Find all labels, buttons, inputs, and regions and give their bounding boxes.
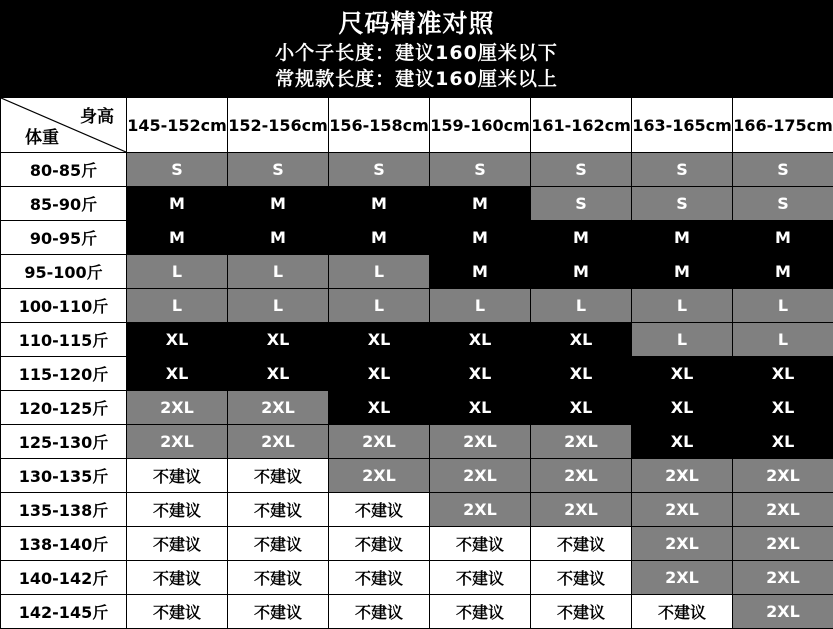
- size-cell: 不建议: [127, 527, 228, 561]
- weight-row-header: 100-110斤: [1, 289, 127, 323]
- table-row: [1, 527, 833, 561]
- size-cell: 2XL: [329, 425, 430, 459]
- size-cell: L: [228, 289, 329, 323]
- size-cell: L: [329, 289, 430, 323]
- size-cell: L: [632, 323, 733, 357]
- size-cell: S: [228, 153, 329, 187]
- size-cell: M: [632, 255, 733, 289]
- weight-row-header: 142-145斤: [1, 595, 127, 629]
- size-cell: M: [430, 221, 531, 255]
- size-cell: XL: [531, 323, 632, 357]
- size-cell: XL: [632, 357, 733, 391]
- size-cell: S: [632, 153, 733, 187]
- size-cell: 不建议: [430, 527, 531, 561]
- size-cell: S: [632, 187, 733, 221]
- height-column-header: 159-160cm: [430, 98, 531, 153]
- size-cell: 2XL: [531, 425, 632, 459]
- size-cell: 不建议: [531, 561, 632, 595]
- size-cell: 不建议: [127, 493, 228, 527]
- size-cell: XL: [632, 425, 733, 459]
- table-row: [1, 357, 833, 391]
- size-cell: 2XL: [632, 561, 733, 595]
- weight-axis-label: 体重: [25, 123, 59, 148]
- size-cell: S: [430, 153, 531, 187]
- table-row: [1, 221, 833, 255]
- size-cell: 不建议: [228, 493, 329, 527]
- weight-row-header: 130-135斤: [1, 459, 127, 493]
- size-cell: L: [329, 255, 430, 289]
- size-cell: XL: [632, 391, 733, 425]
- table-row: [1, 493, 833, 527]
- size-table: [0, 97, 833, 629]
- size-cell: L: [632, 289, 733, 323]
- height-column-header: 145-152cm: [127, 98, 228, 153]
- size-cell: XL: [430, 323, 531, 357]
- size-cell: XL: [531, 391, 632, 425]
- table-row: [1, 391, 833, 425]
- size-cell: L: [228, 255, 329, 289]
- size-cell: M: [733, 221, 833, 255]
- size-cell: XL: [228, 323, 329, 357]
- corner-cell: [1, 98, 127, 153]
- size-cell: M: [228, 187, 329, 221]
- size-cell: 2XL: [430, 425, 531, 459]
- table-row: [1, 153, 833, 187]
- height-axis-label: 身高: [80, 102, 114, 127]
- size-cell: L: [127, 255, 228, 289]
- size-cell: 2XL: [733, 493, 833, 527]
- size-cell: 2XL: [531, 493, 632, 527]
- size-cell: 2XL: [430, 493, 531, 527]
- size-cell: XL: [329, 323, 430, 357]
- size-cell: S: [329, 153, 430, 187]
- petite-length-note: 小个子长度：建议160厘米以下: [0, 40, 833, 66]
- size-cell: 不建议: [430, 561, 531, 595]
- size-cell: XL: [733, 425, 833, 459]
- size-cell: 2XL: [531, 459, 632, 493]
- size-cell: L: [127, 289, 228, 323]
- size-cell: M: [127, 221, 228, 255]
- table-row: [1, 595, 833, 629]
- size-cell: 2XL: [228, 425, 329, 459]
- size-cell: S: [531, 187, 632, 221]
- size-cell: 2XL: [733, 527, 833, 561]
- weight-row-header: 90-95斤: [1, 221, 127, 255]
- chart-header: [0, 0, 833, 97]
- size-cell: M: [531, 221, 632, 255]
- size-cell: 2XL: [733, 561, 833, 595]
- weight-row-header: 115-120斤: [1, 357, 127, 391]
- size-cell: 不建议: [329, 527, 430, 561]
- size-cell: 2XL: [127, 391, 228, 425]
- weight-row-header: 110-115斤: [1, 323, 127, 357]
- size-cell: S: [531, 153, 632, 187]
- size-cell: 2XL: [632, 493, 733, 527]
- weight-row-header: 80-85斤: [1, 153, 127, 187]
- height-column-header: 161-162cm: [531, 98, 632, 153]
- size-cell: XL: [127, 357, 228, 391]
- height-header-row: [1, 98, 833, 153]
- table-row: [1, 425, 833, 459]
- height-column-header: 166-175cm: [733, 98, 833, 153]
- table-row: [1, 459, 833, 493]
- height-column-header: 163-165cm: [632, 98, 733, 153]
- size-cell: M: [733, 255, 833, 289]
- size-cell: XL: [733, 357, 833, 391]
- size-cell: L: [531, 289, 632, 323]
- size-cell: L: [733, 289, 833, 323]
- table-row: [1, 561, 833, 595]
- weight-row-header: 138-140斤: [1, 527, 127, 561]
- size-cell: XL: [329, 357, 430, 391]
- size-cell: M: [329, 187, 430, 221]
- size-cell: 不建议: [127, 561, 228, 595]
- size-cell: 2XL: [632, 459, 733, 493]
- size-cell: M: [632, 221, 733, 255]
- size-cell: 2XL: [733, 595, 833, 629]
- size-cell: 不建议: [228, 459, 329, 493]
- size-cell: 不建议: [329, 561, 430, 595]
- size-cell: M: [127, 187, 228, 221]
- size-cell: 不建议: [228, 595, 329, 629]
- height-column-header: 152-156cm: [228, 98, 329, 153]
- size-cell: XL: [127, 323, 228, 357]
- size-cell: XL: [733, 391, 833, 425]
- table-row: [1, 255, 833, 289]
- size-cell: M: [228, 221, 329, 255]
- size-cell: 2XL: [632, 527, 733, 561]
- size-cell: L: [733, 323, 833, 357]
- weight-row-header: 95-100斤: [1, 255, 127, 289]
- size-cell: M: [430, 187, 531, 221]
- size-cell: 不建议: [228, 561, 329, 595]
- size-cell: 2XL: [733, 459, 833, 493]
- size-cell: M: [531, 255, 632, 289]
- size-cell: S: [733, 153, 833, 187]
- weight-row-header: 140-142斤: [1, 561, 127, 595]
- size-cell: 不建议: [329, 493, 430, 527]
- size-cell: L: [430, 289, 531, 323]
- size-cell: M: [329, 221, 430, 255]
- chart-title: 尺码精准对照: [0, 8, 833, 40]
- size-cell: XL: [430, 391, 531, 425]
- size-cell: 不建议: [632, 595, 733, 629]
- size-cell: M: [430, 255, 531, 289]
- table-row: [1, 289, 833, 323]
- size-cell: 2XL: [127, 425, 228, 459]
- size-cell: 不建议: [127, 459, 228, 493]
- size-cell: S: [733, 187, 833, 221]
- height-column-header: 156-158cm: [329, 98, 430, 153]
- size-cell: 2XL: [329, 459, 430, 493]
- size-cell: 2XL: [430, 459, 531, 493]
- size-cell: XL: [329, 391, 430, 425]
- regular-length-note: 常规款长度：建议160厘米以上: [0, 66, 833, 92]
- weight-row-header: 120-125斤: [1, 391, 127, 425]
- size-cell: XL: [531, 357, 632, 391]
- size-cell: 不建议: [329, 595, 430, 629]
- size-cell: XL: [228, 357, 329, 391]
- table-row: [1, 323, 833, 357]
- weight-row-header: 135-138斤: [1, 493, 127, 527]
- table-row: [1, 187, 833, 221]
- size-cell: S: [127, 153, 228, 187]
- size-cell: 不建议: [430, 595, 531, 629]
- size-cell: 不建议: [228, 527, 329, 561]
- weight-row-header: 85-90斤: [1, 187, 127, 221]
- size-cell: 2XL: [228, 391, 329, 425]
- size-cell: 不建议: [127, 595, 228, 629]
- size-cell: 不建议: [531, 527, 632, 561]
- weight-row-header: 125-130斤: [1, 425, 127, 459]
- size-cell: XL: [430, 357, 531, 391]
- size-cell: 不建议: [531, 595, 632, 629]
